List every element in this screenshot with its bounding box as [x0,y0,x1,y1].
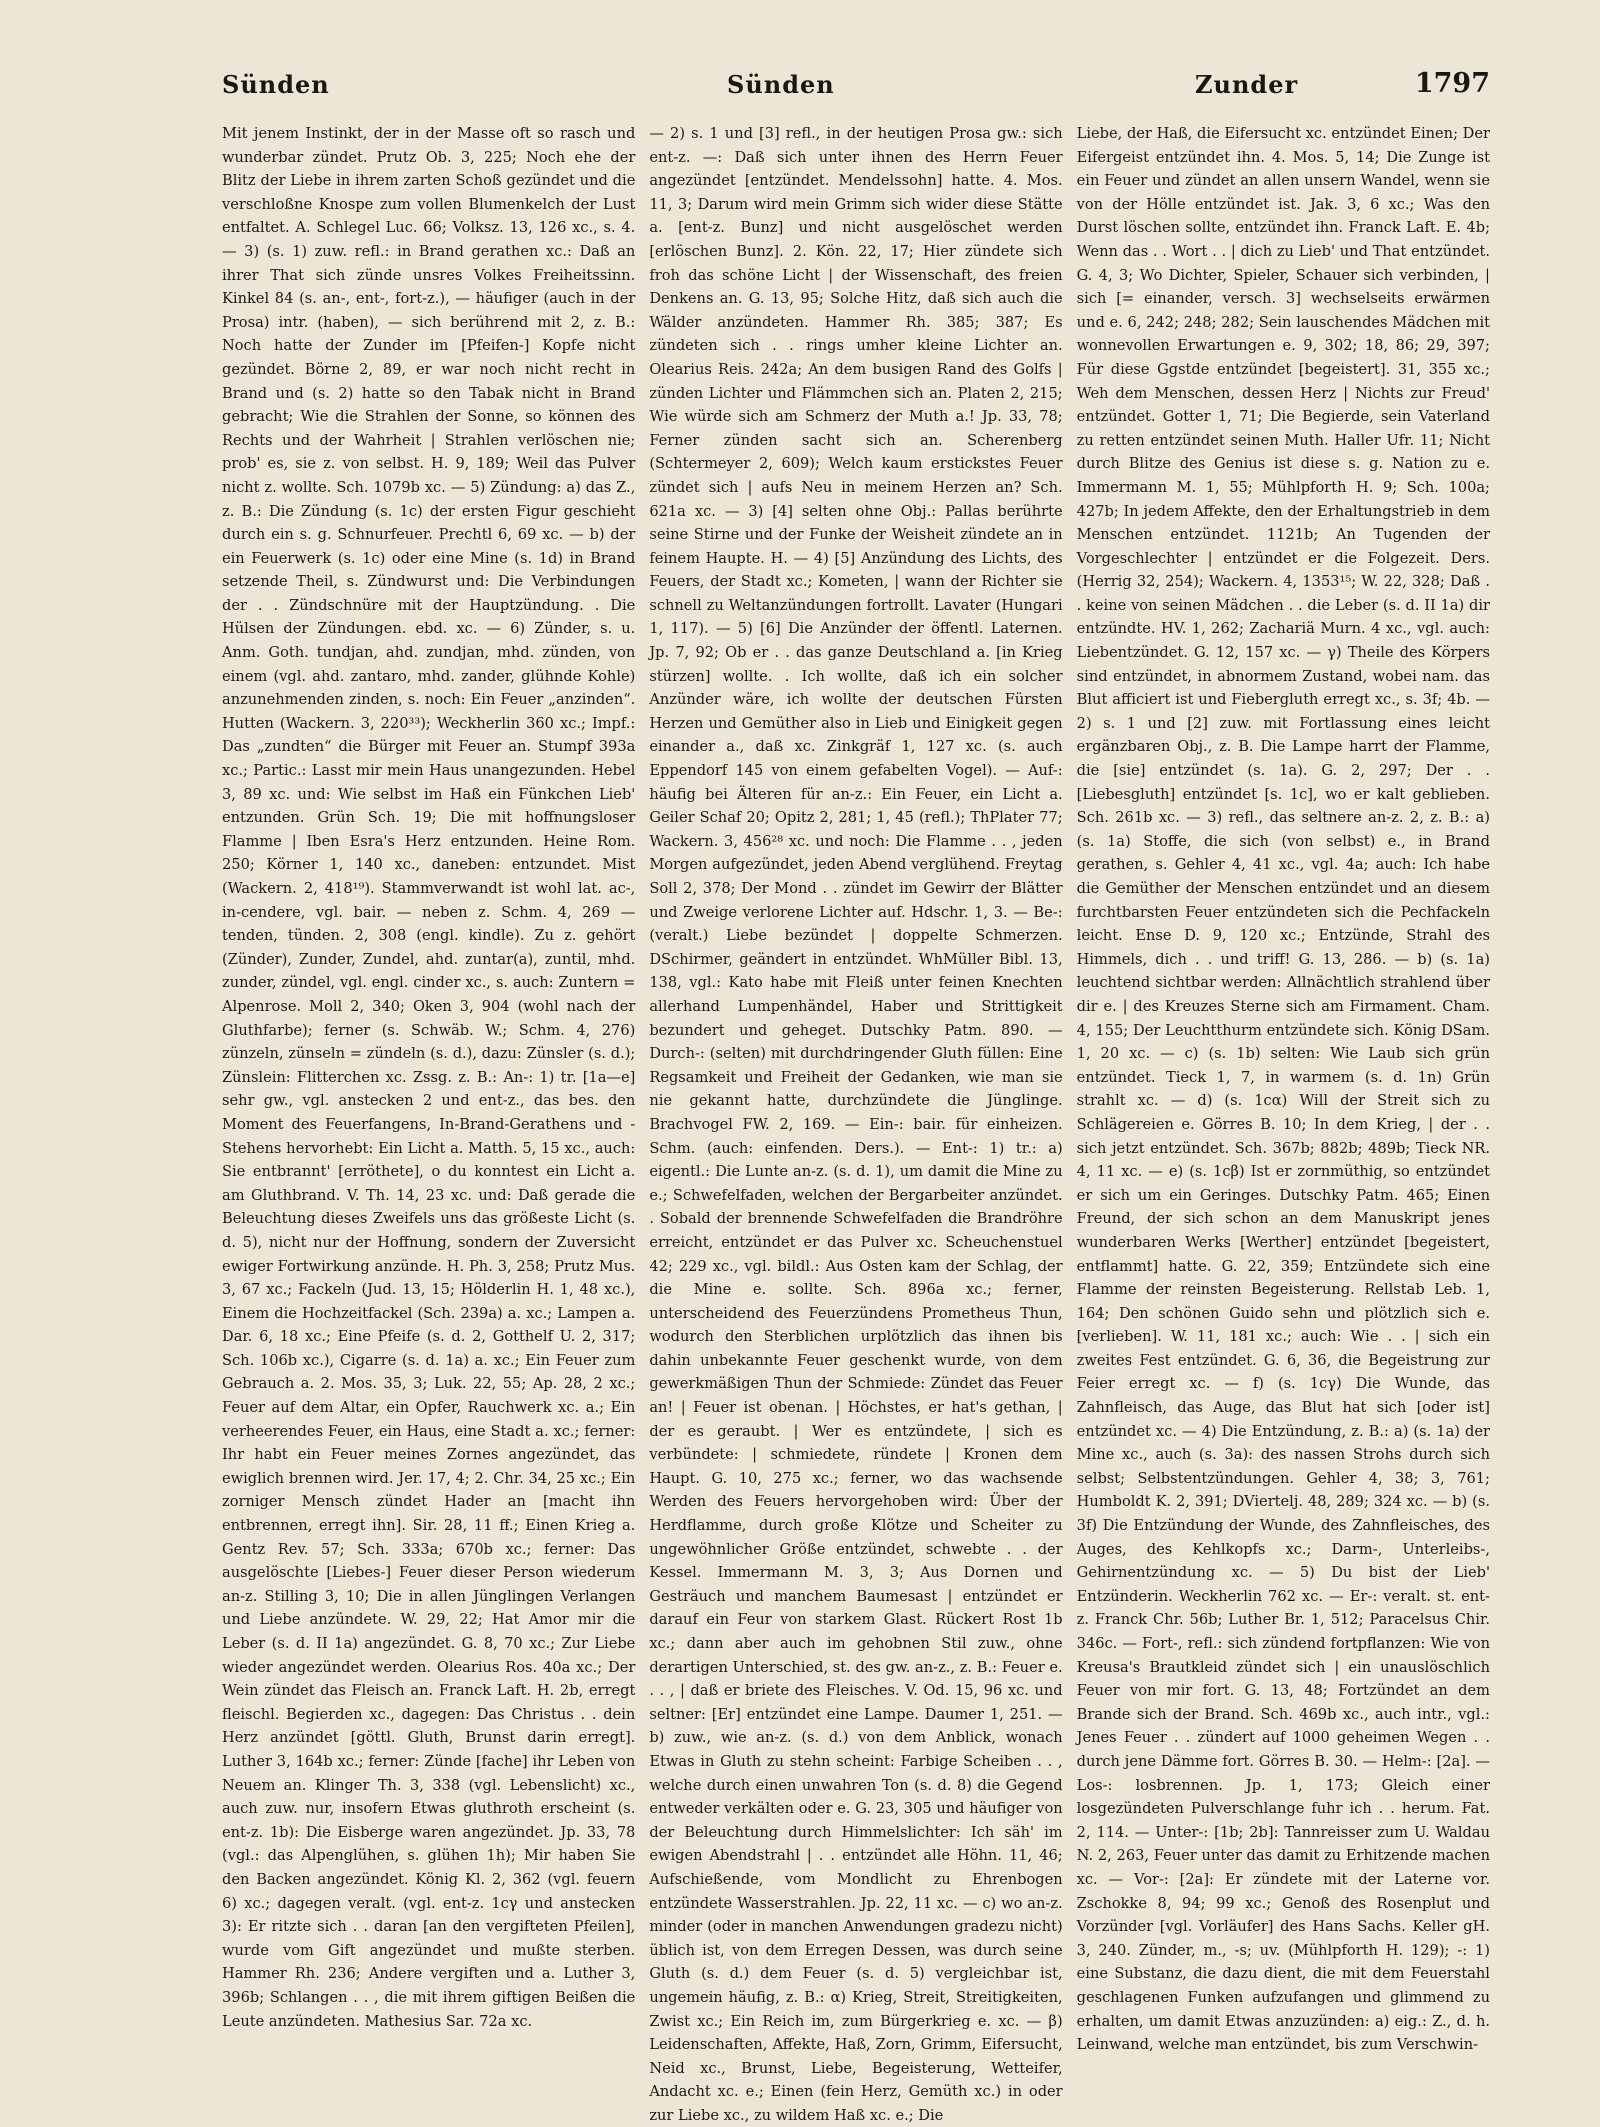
column-right [1076,122,1490,2054]
column-left [222,122,636,2030]
header-center-word: Sünden [727,70,835,99]
column-middle-text: — 2) s. 1 und [3] refl., in der heutigen Prosa gw.: sich ent-z. —: Daß sich unter ihnen des Herrn Feuer angezündet [entzündet. Mendelssohn] hatte. 4. Mos. 11, 3; Darum wird mein Grimm sich wider diese Stätte a. [ent-z. Bunz] und nicht ausgelöschet werden [erlöschen Bunz]. 2. Kön. 22, 17; Hier zündete sich froh das schöne Licht | der Wissenschaft, des freien Denkens an. G. 13, 95; Solche Hitz, daß sich auch die Wälder anzündeten. Hammer Rh. 385; 387; Es zündeten sich . . rings umher kleine Lichter an. Olearius Reis. 242a; An dem busigen Rand des Golfs | zünden Lichter und Flämmchen sich an. Platen 2, 215; Wie würde sich am Schmerz der Muth a.! Jp. 33, 78; Ferner zünden sacht sich an. Scherenberg (Schtermeyer 2, 609); Welch kaum erstickstes Feuer zündet sich | aufs Neu in meinem Herzen an? Sch. 621a xc. — 3) [4] selten ohne Obj.: Pallas berührte seine Stirne und der Funke der Weisheit zündete an in feinem Haupte. H. — 4) [5] Anzündung des Lichts, des Feuers, der Stadt xc.; Kometen, | wann der Richter sie schnell zu Weltanzündungen fortrollt. Lavater (Hungari 1, 117). — 5) [6] Die Anzünder der öffentl. Laternen. Jp. 7, 92; Ob er . . das ganze Deutschland a. [in Krieg stürzen] wollte. . Ich wollte, daß ich ein solcher Anzünder wäre, ich wollte der deutschen Fürsten Herzen und Gemüther also in Lieb und Einigkeit gegen einander a., daß xc. Zinkgräf 1, 127 xc. (s. auch Eppendorf 145 von einem gefabelten Vogel). — Auf-: häufig bei Älteren für an-z.: Ein Feuer, ein Licht a. Geiler Schaf 20; Opitz 2, 281; 1, 45 (refl.); ThPlater 77; Wackern. 3, 456²⁸ xc. und noch: Die Flamme . . , jeden Morgen aufgezündet, jeden Abend verglühend. Freytag Soll 2, 378; Der Mond . . zündet im Gewirr der Blätter und Zweige verlorene Lichter auf. Hdschr. 1, 3. — Be-: (veralt.) Liebe bezündet | doppelte Schmerzen. DSchirmer, geändert in entzündet. WhMüller Bibl. 13, 138, vgl.: Kato habe mit Fleiß unter feinen Knechten allerhand Lumpenhändel, Haber und Strittigkeit bezundert und geheget. Dutschky Patm. 890. — Durch-: (selten) mit durchdringender Gluth füllen: Eine Regsamkeit und Freiheit der Gedanken, wie man sie nie gekannt hatte, durchzündete die Jünglinge. Brachvogel FW. 2, 169. — Ein-: bair. für einheizen. Schm. (auch: einfenden. Ders.). — Ent-: 1) tr.: a) eigentl.: Die Lunte an-z. (s. d. 1), um damit die Mine zu e.; Schwefelfaden, welchen der Bergarbeiter anzündet. . Sobald der brennende Schwefelfaden die Brandröhre erreicht, entzündet er das Pulver xc. Scheuchenstuel 42; 229 xc., vgl. bildl.: Aus Osten kam der Schlag, der die Mine e. sollte. Sch. 896a xc.; ferner, unterscheidend des Feuerzündens Prometheus Thun, wodurch den Sterblichen urplötzlich das ihnen bis dahin unbekannte Feuer geschenkt wurde, von dem gewerkmäßigen Thun der Schmiede: Zündet das Feuer an! | Feuer ist obenan. | Höchstes, er hat's gethan, | der es geraubt. | Wer es entzündete, | sich es verbündete: | schmiedete, ründete | Kronen dem Haupt. G. 10, 275 xc.; ferner, wo das wachsende Werden des Feuers hervorgehoben wird: Über der Herdflamme, durch große Klötze und Scheiter zu ungewöhnlicher Größe entzündet, schwebte . . der Kessel. Immermann M. 3, 3; Aus Dornen und Gesträuch und manchem Baumesast | entzündet er darauf ein Feur von starkem Glast. Rückert Rost 1b xc.; dann aber auch im gehobnen Stil zuw., ohne derartigen Unterschied, st. des gw. an-z., z. B.: Feuer e. . . , | daß er briete des Fleisches. V. Od. 15, 96 xc. und seltner: [Er] entzündet eine Lampe. Daumer 1, 251. — b) zuw., wie an-z. (s. d.) von dem Anblick, wonach Etwas in Gluth zu stehn scheint: Farbige Scheiben . . , welche durch einen unwahren Ton (s. d. 8) die Gegend entweder verkälten oder e. G. 23, 305 und häufiger von der Beleuchtung durch Himmelslichter: Ich säh' im ewigen Abendstrahl | . . entzündet alle Höhn. 11, 46; Aufschießende, vom Mondlicht zu Ehrenbogen entzündete Wasserstrahlen. Jp. 22, 11 xc. — c) wo an-z. minder (oder in manchen Anwendungen gradezu nicht) üblich ist, von dem Erregen Dessen, was durch seine Gluth (s. d.) dem Feuer (s. d. 5) vergleichbar ist, ungemein häufig, z. B.: α) Krieg, Streit, Streitigkeiten, Zwist xc.; Ein Reich im, zum Bürgerkrieg e. xc. — β) Leidenschaften, Affekte, Haß, Zorn, Grimm, Eifersucht, Neid xc., Brunst, Liebe, Begeisterung, Wetteifer, Andacht xc. e.; Einen (fein Herz, Gemüth xc.) in oder zur Liebe xc., zu wildem Haß xc. e.; Die [649,125,1063,2124]
page-number: 1797 [1414,68,1490,99]
column-left-text: Mit jenem Instinkt, der in der Masse oft so rasch und wunderbar zündet. Prutz Ob. 3, 225; Noch ehe der Blitz der Liebe in ihrem zarten Schoß gezündet und die verschloßne Knospe zum vollen Blumenkelch der Lust entfaltet. A. Schlegel Luc. 66; Volksz. 13, 126 xc., s. 4. — 3) (s. 1) zuw. refl.: in Brand gerathen xc.: Daß an ihrer That sich zünde unsres Volkes Freiheitssinn. Kinkel 84 (s. an-, ent-, fort-z.), — häufiger (auch in der Prosa) intr. (haben), — sich berührend mit 2, z. B.: Noch hatte der Zunder im [Pfeifen-] Kopfe nicht gezündet. Börne 2, 89, er war noch nicht recht in Brand und (s. 2) hatte so den Tabak nicht in Brand gebracht; Wie die Strahlen der Sonne, so können des Rechts und der Wahrheit | Strahlen verlöschen nie; prob' es, sie z. von selbst. H. 9, 189; Weil das Pulver nicht z. wollte. Sch. 1079b xc. — 5) Zündung: a) das Z., z. B.: Die Zündung (s. 1c) der ersten Figur geschieht durch ein s. g. Schnurfeuer. Prechtl 6, 69 xc. — b) der ein Feuerwerk (s. 1c) oder eine Mine (s. 1d) in Brand setzende Theil, s. Zündwurst und: Die Verbindungen der . . Zündschnüre mit der Hauptzündung. . Die Hülsen der Zündungen. ebd. xc. — 6) Zünder, s. u. Anm. Goth. tundjan, ahd. zundjan, mhd. zünden, von einem (vgl. ahd. zantaro, mhd. zander, glühnde Kohle) anzunehmenden zinden, s. noch: Ein Feuer „anzinden“. Hutten (Wackern. 3, 220³³); Weckherlin 360 xc.; Impf.: Das „zundten“ die Bürger mit Feuer an. Stumpf 393a xc.; Partic.: Lasst mir mein Haus unangezunden. Hebel 3, 89 xc. und: Wie selbst im Haß ein Fünkchen Lieb' entzunden. Grün Sch. 19; Die mit hoffnungsloser Flamme | Iben Esra's Herz entzunden. Heine Rom. 250; Körner 1, 140 xc., daneben: entzundet. Mist (Wackern. 2, 418¹⁹). Stammverwandt ist wohl lat. ac-, in-cendere, vgl. bair. — neben z. Schm. 4, 269 — tenden, tünden. 2, 308 (engl. kindle). Zu z. gehört (Zünder), Zunder, Zundel, ahd. zuntar(a), zuntil, mhd. zunder, zündel, vgl. engl. cinder xc., s. auch: Zuntern = Alpenrose. Moll 2, 340; Oken 3, 904 (wohl nach der Gluthfarbe); ferner (s. Schwäb. W.; Schm. 4, 276) zünzeln, zünseln = zündeln (s. d.), dazu: Zünsler (s. d.); Zünslein: Flitterchen xc. Zssg. z. B.: An-: 1) tr. [1a—e] sehr gw., vgl. anstecken 2 und ent-z., das bes. den Moment des Feuerfangens, In-Brand-Gerathens und -Stehens hervorhebt: Ein Licht a. Matth. 5, 15 xc., auch: Sie entbrannt' [erröthete], o du konntest ein Licht a. am Gluthbrand. V. Th. 14, 23 xc. und: Daß gerade die Beleuchtung dieses Zweifels uns das größeste Licht (s. d. 5), nicht nur der Hoffnung, sondern der Zuversicht ewiger Fortwirkung anzünde. H. Ph. 3, 258; Prutz Mus. 3, 67 xc.; Fackeln (Jud. 13, 15; Hölderlin H. 1, 48 xc.), Einem die Hochzeitfackel (Sch. 239a) a. xc.; Lampen a. Dar. 6, 18 xc.; Eine Pfeife (s. d. 2, Gotthelf U. 2, 317; Sch. 106b xc.), Cigarre (s. d. 1a) a. xc.; Ein Feuer zum Gebrauch a. 2. Mos. 35, 3; Luk. 22, 55; Ap. 28, 2 xc.; Feuer auf dem Altar, ein Opfer, Rauchwerk xc. a.; Ein verheerendes Feuer, ein Haus, eine Stadt a. xc.; ferner: Ihr habt ein Feuer meines Zornes angezündet, das ewiglich brennen wird. Jer. 17, 4; 2. Chr. 34, 25 xc.; Ein zorniger Mensch zündet Hader an [macht ihn entbrennen, erregt ihn]. Sir. 28, 11 ff.; Einen Krieg a. Gentz Rev. 57; Sch. 333a; 670b xc.; ferner: Das ausgelöschte [Liebes-] Feuer dieser Person wiederum an-z. Stilling 3, 10; Die in allen Jünglingen Verlangen und Liebe anzündete. W. 29, 22; Hat Amor mir die Leber (s. d. II 1a) angezündet. G. 8, 70 xc.; Zur Liebe wieder angezündet werden. Olearius Ros. 40a xc.; Der Wein zündet das Fleisch an. Franck Laft. H. 2b, erregt fleischl. Begierden xc., dagegen: Das Christus . . dein Herz anzündet [göttl. Gluth, Brunst darin erregt]. Luther 3, 164b xc.; ferner: Zünde [fache] ihr Leben von Neuem an. Klinger Th. 3, 338 (vgl. Lebenslicht) xc., auch zuw. nur, insofern Etwas gluthroth erscheint (s. ent-z. 1b): Die Eisberge waren angezündet. Jp. 33, 78 (vgl.: das Alpenglühen, s. glühen 1h); Mir haben Sie den Backen angezündet. König Kl. 2, 362 (vgl. feuern 6) xc.; dagegen veralt. (vgl. ent-z. 1cγ und anstecken 3): Er ritzte sich . . daran [an den vergifteten Pfeilen], wurde vom Gift angezündet und mußte sterben. Hammer Rh. 236; Andere vergiften und a. Luther 3, 396b; Schlangen . . , die mit ihrem giftigen Beißen die Leute anzündeten. Mathesius Sar. 72a xc. [222,125,636,2030]
column-right-text: Liebe, der Haß, die Eifersucht xc. entzündet Einen; Der Eifergeist entzündet ihn. 4. Mos. 5, 14; Die Zunge ist ein Feuer und zündet an allen unsern Wandel, wenn sie von der Hölle entzündet ist. Jak. 3, 6 xc.; Was den Durst löschen sollte, entzündet ihn. Franck Laft. E. 4b; Wenn das . . Wort . . | dich zu Lieb' und That entzündet. G. 4, 3; Wo Dichter, Spieler, Schauer sich verbinden, | sich [= einander, versch. 3] wechselseits erwärmen und e. 6, 242; 248; 282; Sein lauschendes Mädchen mit wonnevollen Erwartungen e. 9, 302; 18, 86; 29, 397; Für diese Ggstde entzündet [begeistert]. 31, 355 xc.; Weh dem Menschen, dessen Herz | Nichts zur Freud' entzündet. Gotter 1, 71; Die Begierde, sein Vaterland zu retten entzündet seinen Muth. Haller Ufr. 11; Nicht durch Blitze des Genius ist diese s. g. Nation zu e. Immermann M. 1, 55; Mühlpforth H. 9; Sch. 100a; 427b; In jedem Affekte, den der Erhaltungstrieb in dem Menschen entzündet. 1121b; An Tugenden der Vorgeschlechter | entzündet er die Folgezeit. Ders. (Herrig 32, 254); Wackern. 4, 1353¹⁵; W. 22, 328; Daß . . keine von seinen Mädchen . . die Leber (s. d. II 1a) dir entzündte. HV. 1, 262; Zachariä Murn. 4 xc., vgl. auch: Liebentzündet. G. 12, 157 xc. — γ) Theile des Körpers sind entzündet, in abnormem Zustand, wobei nam. das Blut afficiert ist und Fiebergluth erregt xc., s. 3f; 4b. — 2) s. 1 und [2] zuw. mit Fortlassung eines leicht ergänzbaren Obj., z. B. Die Lampe harrt der Flamme, die [sie] entzündet (s. 1a). G. 2, 297; Der . . [Liebesgluth] entzündet [s. 1c], wo er kalt geblieben. Sch. 261b xc. — 3) refl., das seltnere an-z. 2, z. B.: a) (s. 1a) Stoffe, die sich (von selbst) e., in Brand gerathen, s. Gehler 4, 41 xc., vgl. 4a; auch: Ich habe die Gemüther der Menschen entzündet und an diesem furchtbarsten Feuer entzündeten sich die Pechfackeln leicht. Ense D. 9, 120 xc.; Entzünde, Strahl des Himmels, dich . . und triff! G. 13, 286. — b) (s. 1a) leuchtend sichtbar werden: Allnächtlich strahlend über dir e. | des Kreuzes Sterne sich am Firmament. Cham. 4, 155; Der Leuchtthurm entzündete sich. König DSam. 1, 20 xc. — c) (s. 1b) selten: Wie Laub sich grün entzündet. Tieck 1, 7, in warmem (s. d. 1n) Grün strahlt xc. — d) (s. 1cα) Will der Streit sich zu Schlägereien e. Görres B. 10; In dem Krieg, | der . . sich jetzt entzündet. Sch. 367b; 882b; 489b; Tieck NR. 4, 11 xc. — e) (s. 1cβ) Ist er zornmüthig, so entzündet er sich um ein Geringes. Dutschky Patm. 465; Einen Freund, der sich schon an dem Manuskript jenes wunderbaren Werks [Werther] entzündet [begeistert, entflammt] hatte. G. 22, 359; Entzündete sich eine Flamme der reinsten Begeisterung. Rellstab Leb. 1, 164; Den schönen Guido sehn und plötzlich sich e. [verlieben]. W. 11, 181 xc.; auch: Wie . . | sich ein zweites Fest entzündet. G. 6, 36, die Begeistrung zur Feier erregt xc. — f) (s. 1cγ) Die Wunde, das Zahnfleisch, das Auge, das Blut hat sich [oder ist] entzündet xc. — 4) Die Entzündung, z. B.: a) (s. 1a) der Mine xc., auch (s. 3a): des nassen Strohs durch sich selbst; Selbstentzündungen. Gehler 4, 38; 3, 761; Humboldt K. 2, 391; DViertelj. 48, 289; 324 xc. — b) (s. 3f) Die Entzündung der Wunde, des Zahnfleisches, des Auges, des Kehlkopfs xc.; Darm-, Unterleibs-, Gehirnentzündung xc. — 5) Du bist der Lieb' Entzünderin. Weckherlin 762 xc. — Er-: veralt. st. ent-z. Franck Chr. 56b; Luther Br. 1, 512; Paracelsus Chir. 346c. — Fort-, refl.: sich zündend fortpflanzen: Wie von Kreusa's Brautkleid zündet sich | ein unauslöschlich Feuer von mir fort. G. 13, 48; Fortzündet an dem Brande sich der Brand. Sch. 469b xc., auch intr., vgl.: Jenes Feuer . . zündert auf 1000 geheimen Wegen . . durch jene Dämme fort. Görres B. 30. — Helm-: [2a]. — Los-: losbrennen. Jp. 1, 173; Gleich einer losgezündeten Pulverschlange fuhr ich . . herum. Fat. 2, 114. — Unter-: [1b; 2b]: Tannreisser zum U. Waldau N. 2, 263, Feuer unter das damit zu Erhitzende machen xc. — Vor-: [2a]: Er zündete mit der Laterne vor. Zschokke 8, 94; 99 xc.; Genoß des Rosenplut und Vorzünder [vgl. Vorläufer] des Hans Sachs. Keller gH. 3, 240. Zünder, m., -s; uv. (Mühlpforth H. 129); -: 1) eine Substanz, die dazu dient, die mit dem Feuerstahl geschlagenen Funken aufzufangen und glimmend zu erhalten, um damit Etwas anzuzünden: a) eig.: Z., d. h. Leinwand, welche man entzündet, bis zum Verschwin- [1076,125,1490,2054]
header-left-word: Sünden [222,70,330,99]
column-middle [649,122,1063,2124]
text-columns [222,122,1490,2124]
header-right-word: Zunder [1195,70,1299,99]
page-header [222,70,1490,106]
